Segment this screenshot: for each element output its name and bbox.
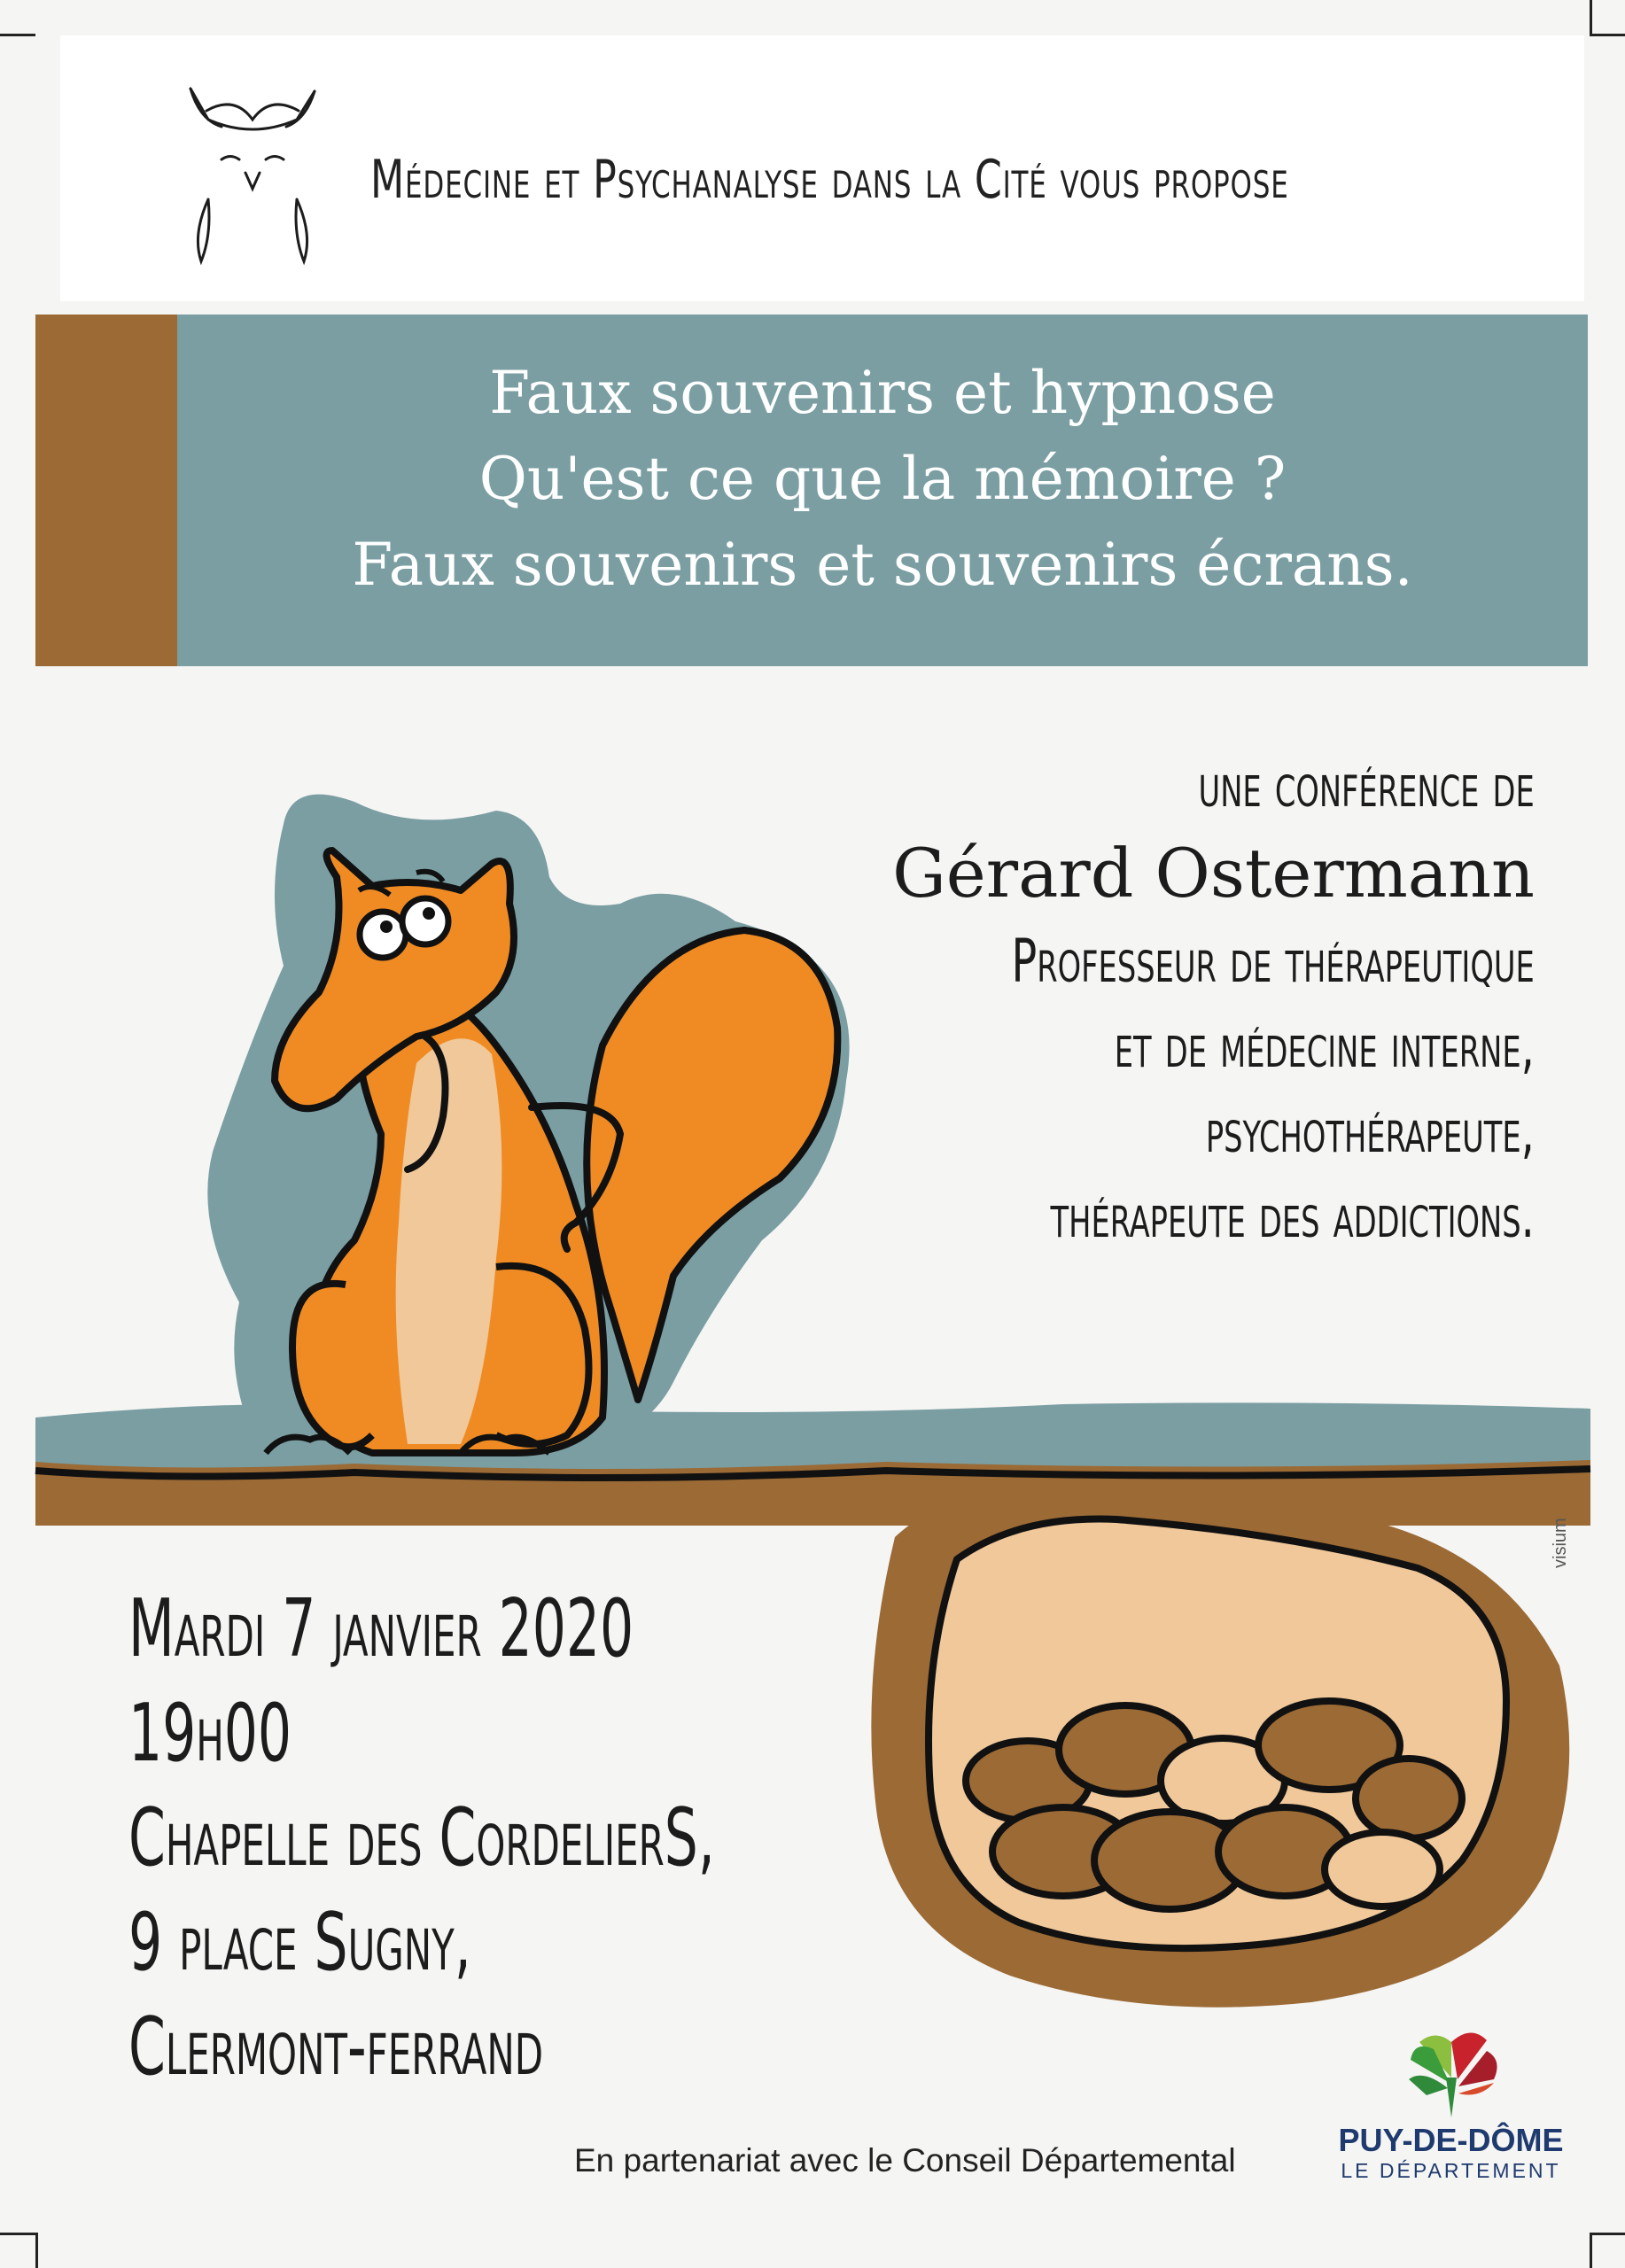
speaker-role-1: Professeur de thérapeutique — [1011, 927, 1535, 997]
tree-icon — [1338, 2024, 1564, 2122]
title-line-1: Faux souvenirs et hypnose — [489, 359, 1276, 427]
organizer-line: Médecine et Psychanalyse dans la Cité vous propose — [370, 149, 1289, 211]
department-logo-title: PUY-DE-DÔME — [1338, 2122, 1564, 2158]
brown-ground-band — [35, 1460, 1590, 1526]
event-date: Mardi 7 janvier 2020 — [128, 1582, 634, 1675]
event-time: 19h00 — [128, 1687, 292, 1780]
partner-line: En partenariat avec le Conseil Départemental — [574, 2142, 1236, 2179]
department-logo-subtitle: LE DÉPARTEMENT — [1341, 2159, 1561, 2182]
speaker-intro: une conférence de — [1198, 751, 1535, 821]
title-line-2: Qu'est ce que la mémoire ? — [478, 445, 1287, 513]
event-venue: Chapelle des CordelierS, — [128, 1791, 715, 1884]
speaker-name: Gérard Ostermann — [892, 834, 1535, 913]
department-logo — [1338, 2024, 1564, 2210]
illustrator-credit: visium — [1551, 1518, 1570, 1568]
speaker-role-4: thérapeute des addictions. — [1050, 1182, 1535, 1252]
event-details — [128, 1577, 921, 2100]
squirrel-eye-right — [402, 898, 448, 944]
squirrel-eye-left — [360, 912, 406, 958]
event-city: Clermont-ferrand — [128, 2000, 544, 2093]
speaker-role-3: psychothérapeute, — [1206, 1097, 1535, 1167]
title-line-3: Faux souvenirs et souvenirs écrans. — [352, 531, 1413, 599]
speaker-block — [864, 744, 1535, 1260]
event-address: 9 place Sugny, — [128, 1896, 471, 1989]
speaker-role-2: et de médecine interne, — [1115, 1012, 1535, 1082]
